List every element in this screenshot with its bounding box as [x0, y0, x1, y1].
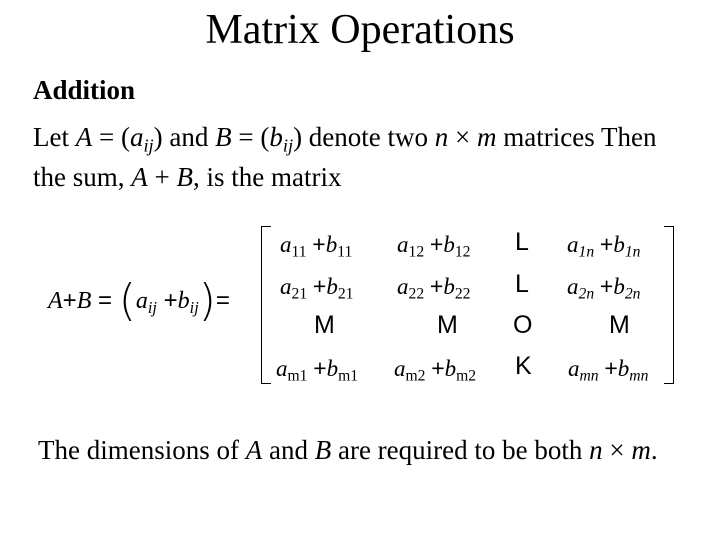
matrix-cell-4-1: $a_{m1} +b_{m1}$ — [276, 355, 359, 385]
matrix-cell-4-2: $a_{m2} +b_{m2}$ — [394, 355, 477, 385]
matrix-cell-1-4: $a_{1n} +b_{1n}$ — [567, 231, 641, 261]
slide-title: Matrix Operations — [205, 7, 515, 53]
matrix-cell-3-4: M — [609, 311, 630, 339]
matrix-cell-1-1: $a_{11} +b_{11}$ — [280, 231, 353, 261]
matrix-cell-2-4: $a_{2n} +b_{2n}$ — [567, 273, 641, 303]
matrix-cell-4-3: K — [515, 352, 532, 380]
dimension-requirement-paragraph: The dimensions of A and B are required to be both n × m. — [38, 435, 658, 465]
matrix-cell-1-3: L — [515, 228, 529, 256]
section-heading: Addition — [33, 75, 136, 105]
matrix-cell-4-4: $a_{mn} +b_{mn}$ — [568, 355, 649, 385]
matrix-cell-3-3: O — [513, 311, 533, 339]
matrix-sum-equation — [46, 222, 686, 390]
matrix-cell-2-3: L — [515, 270, 529, 298]
matrix-cell-3-2: M — [437, 311, 458, 339]
matrix-cell-2-1: $a_{21} +b_{21}$ — [280, 273, 354, 303]
matrix-right-bracket — [664, 226, 674, 384]
matrix-cell-2-2: $a_{22} +b_{22}$ — [397, 273, 471, 303]
definition-paragraph: Let $A = (a_{ij})$ and $B = (b_{ij})$ denote two n × m matrices Then the sum, A + B, is the matrix — [33, 122, 657, 192]
equation-lhs: $A+B = (a_{ij} +b_{ij})=$ — [48, 275, 230, 326]
matrix-left-bracket — [261, 226, 271, 384]
matrix-cell-1-2: $a_{12} +b_{12}$ — [397, 231, 471, 261]
matrix-cell-3-1: M — [314, 311, 335, 339]
